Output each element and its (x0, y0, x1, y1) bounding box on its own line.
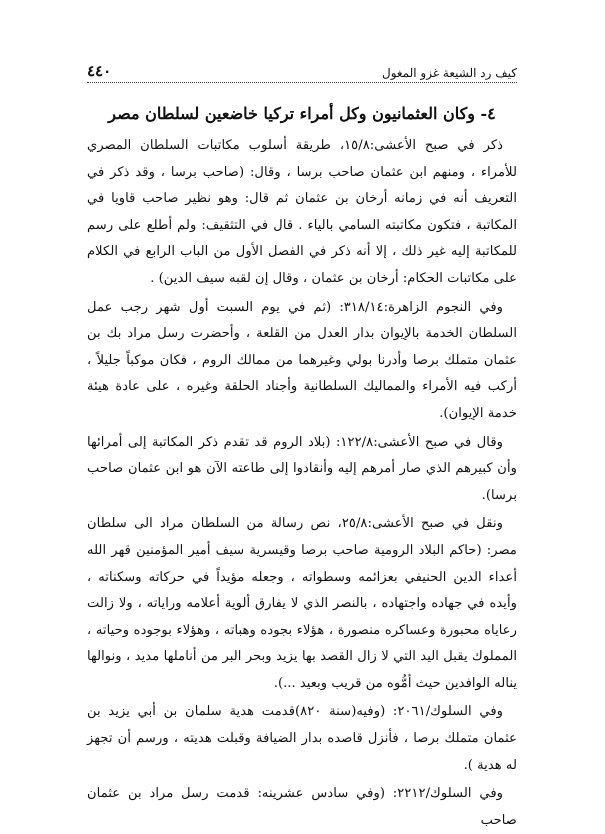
section-title: ٤- وكان العثمانيون وكل أمراء تركيا خاضعين لسلطان مصر (108, 104, 496, 123)
paragraph: وفي النجوم الزاهرة:٣١٨/١٤: (ثم في يوم السبت أول شهر رجب عمل السلطان الخدمة بالإيوان بدار العدل من القلعة ، وأحضرت رسل مراد بك بن عثمان متملك برصا وأدرنا بولي وغيرهما من ممالك الروم ، فكان موكباً جليلاً ، أركب فيه الأمراء والمماليك السلطانية وأجناد الحلقة وغيره ، على عادة هيئة خدمة الإيوان). (87, 299, 517, 421)
running-header (87, 58, 517, 83)
document-page (87, 58, 517, 834)
paragraph: وقال في صبح الأعشى:١٢٢/٨: (بلاد الروم قد تقدم ذكر المكاتبة إلى أمرائها وأن كبيرهم الذي صار أمرهم إليه وأنقادوا إلى طاعته الآن هو ابن عثمان صاحب برسا). (87, 434, 517, 503)
page-number: ٤٤٠ (87, 62, 112, 80)
paragraph: ذكر في صبح الأعشى:١٥/٨، طريقة أسلوب مكاتبات السلطان المصري للأمراء ، ومنهم ابن عثمان صاحب برسا ، وقال: (صاحب برسا ، وقد ذكر في التعريف أنه في زمانه أرخان بن عثمان ثم قال: وهو نظير صاحب قاويا في المكاتبة ، فتكون مكاتبته السامي بالياء . قال في التثقيف: ولم أطلع على رسم للمكاتبة إليه غير ذلك ، إلا أنه ذكر في الفصل الأول من الباب الرابع في الكلام على مكاتبات الحكام: أرخان بن عثمان ، وقال إن لقبه سيف الدين) . (87, 138, 517, 286)
paragraph: وفي السلوك/٢٠٦١: (وفيه(سنة ٨٢٠)قدمت هدية سلمان بن أبي يزيد بن عثمان متملك برصا ، فأنزل قاصده بدار الضيافة وقبلت هديته ، ورسم أن تجهز له هدية ). (87, 704, 517, 773)
paragraph: وفي السلوك/٢٢١٢: (وفي سادس عشرينه: قدمت رسل مراد بن عثمان صاحب (87, 786, 517, 828)
book-title: كيف رد الشيعة غزو المغول (381, 66, 517, 80)
paragraph: ونقل في صبح الأعشى:٢٥/٨، نص رسالة من السلطان مراد الى سلطان مصر: (حاكم البلاد الرومية صاحب برصا وقيسرية سيف أمير المؤمنين قهر الله أعداء الدين الحنيفي بعزائمه وسطواته ، وجعله مؤيداً في حركاته وسكناته ، وأيده في جهاده واجتهاده ، بالنصر الذي لا يفارق ألوية أعلامه وراياته ، ولا زالت رعاياه محبورة وعساكره منصورة ، هؤلاء بجوده وهباته ، وهؤلاء بوجوده وحياته ، المملوك يقبل اليد التي لا زال القصد بها يزيد وبحر البر من أناملها مديد ، ونوالها يناله الوافدين حيث أمُّوه من قريب وبعيد ...). (87, 516, 517, 691)
